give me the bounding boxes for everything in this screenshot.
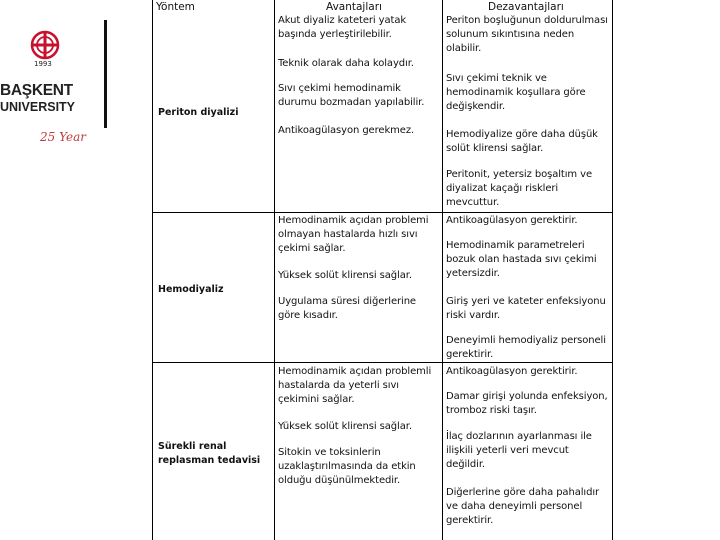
disadvantage-cell: Antikoagülasyon gerektirir. [446,366,578,377]
baskent-university-logo [0,18,112,144]
row-divider-2 [152,362,612,363]
advantage-cell: Yüksek solüt klirensi sağlar. [278,421,412,432]
method-hemodiyaliz: Hemodiyaliz [158,284,224,295]
disadvantage-cell: Diğerlerine göre daha pahalıdır ve daha deneyimli personel gerektirir. [446,487,600,526]
advantage-cell: Antikoagülasyon gerekmez. [278,125,415,136]
row-divider-1 [152,212,612,213]
logo-name: BAŞKENT [0,82,73,99]
advantage-cell: Teknik olarak daha kolaydır. [278,58,414,69]
advantage-cell: Hemodinamik açıdan problemli hastalarda da yeterli sıvı çekimini sağlar. [278,366,432,405]
table-border-left [152,0,153,540]
advantage-cell: Sıvı çekimi hemodinamik durumu bozmadan yapılabilir. [278,83,425,108]
header-advantages: Avantajları [326,1,382,13]
table-column-divider-1 [274,0,275,540]
university-emblem-icon [30,30,60,60]
method-periton: Periton diyalizi [158,107,239,118]
table-border-right [612,0,613,540]
logo-university: UNIVERSITY [0,100,76,114]
logo-anniversary: 25 Year [40,130,86,144]
disadvantage-cell: Peritonit, yetersiz boşaltım ve diyalizat kaçağı riskleri mevcuttur. [446,169,592,208]
disadvantage-cell: Hemodiyalize göre daha düşük solüt klirensi sağlar. [446,129,598,154]
disadvantage-cell: Damar girişi yolunda enfeksiyon, tromboz riski taşır. [446,391,608,416]
disadvantage-cell: Hemodinamik parametreleri bozuk olan hastada sıvı çekimi yetersizdir. [446,240,597,279]
method-srrt: Sürekli renal replasman tedavisi [158,441,261,466]
advantage-cell: Sitokin ve toksinlerin uzaklaştırılmasında da etkin olduğu düşünülmektedir. [278,447,416,486]
disadvantage-cell: Sıvı çekimi teknik ve hemodinamik koşullara göre değişkendir. [446,73,586,112]
header-disadvantages: Dezavantajları [488,1,564,13]
advantage-cell: Hemodinamik açıdan problemi olmayan hastalarda hızlı sıvı çekimi sağlar. [278,215,429,254]
advantage-cell: Uygulama süresi diğerlerine göre kısadır. [278,296,416,321]
disadvantage-cell: Antikoagülasyon gerektirir. [446,215,578,226]
disadvantage-cell: Periton boşluğunun doldurulması solunum sıkıntısına neden olabilir. [446,15,608,54]
logo-founding-year: 1993 [34,60,52,68]
logo-divider [104,20,107,128]
disadvantage-cell: Giriş yeri ve kateter enfeksiyonu riski vardır. [446,296,606,321]
advantage-cell: Yüksek solüt klirensi sağlar. [278,270,412,281]
disadvantage-cell: İlaç dozlarının ayarlanması ile ilişkili yeterli veri mevcut değildir. [446,431,592,470]
header-method: Yöntem [156,1,195,13]
table-column-divider-2 [442,0,443,540]
advantage-cell: Akut diyaliz kateteri yatak başında yerleştirilebilir. [278,15,407,40]
disadvantage-cell: Deneyimli hemodiyaliz personeli gerektirir. [446,335,606,360]
